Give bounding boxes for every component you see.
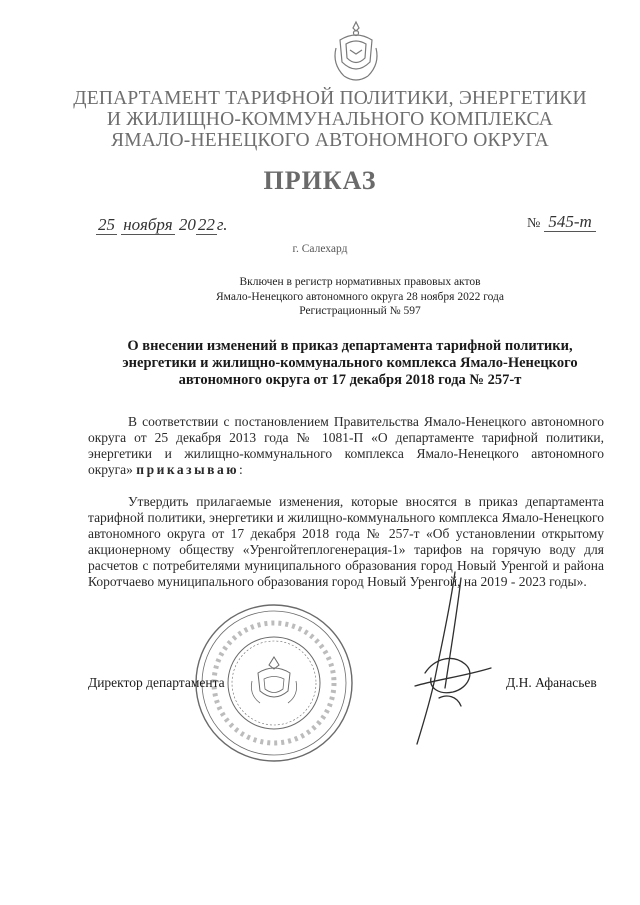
date-month: ноября — [123, 215, 173, 234]
header-line-1: ДЕПАРТАМЕНТ ТАРИФНОЙ ПОЛИТИКИ, ЭНЕРГЕТИКИ — [73, 88, 587, 109]
date-suffix: г. — [216, 215, 228, 234]
number-value: 545-т — [544, 212, 595, 232]
resolution-paragraph: Утвердить прилагаемые изменения, которые вносятся в приказ департамента тарифной политики, энергетики и жилищно-коммунального комплекса Ямало-Ненецкого автономного округа от 17 декабря 2018 года № 257-т «Об установлении открытому акционерному обществу «Уренгойтеплогенерация-1» тарифов на горячую воду для расчетов с потребителями муниципального образования город Новый Уренгой и района Коротчаево муниципального образования город Новый Уренгой, на 2019 - 2023 годы». — [88, 494, 604, 589]
subject-line-1: О внесении изменений в приказ департамента тарифной политики, — [127, 338, 573, 354]
order-number — [527, 212, 596, 232]
subject-line-3: автономного округа от 17 декабря 2018 года № 257-т — [178, 372, 522, 388]
city: г. Салехард — [292, 243, 348, 255]
signatory-position: Директор департамента — [88, 675, 225, 690]
order-keyword: приказываю — [136, 462, 240, 477]
header-line-3: ЯМАЛО-НЕНЕЦКОГО АВТОНОМНОГО ОКРУГА — [111, 130, 549, 151]
registry-line-1: Включен в регистр нормативных правовых актов — [239, 276, 481, 288]
date-year-suffix: 22 — [197, 215, 215, 234]
handwritten-signature-icon — [395, 568, 505, 748]
order-date — [96, 215, 228, 235]
registry-note — [150, 275, 570, 319]
preamble-paragraph — [88, 414, 604, 478]
date-year-prefix: 20 — [178, 215, 196, 234]
preamble-text: В соответствии с постановлением Правительства Ямало-Ненецкого автономного округа от 25 декабря 2013 года № 1081-П «О департаменте тарифной политики, энергетики и жилищно-коммунального комплекса Ямало-Ненецкого автономного округа» — [88, 414, 604, 477]
signatory-name: Д.Н. Афанасьев — [506, 675, 597, 690]
order-title: ПРИКАЗ — [263, 166, 377, 195]
coat-of-arms-icon — [330, 18, 382, 88]
date-day: 25 — [98, 215, 115, 234]
registry-line-3: Регистрационный № 597 — [299, 305, 421, 317]
preamble-colon: : — [239, 462, 243, 477]
header-line-2: И ЖИЛИЩНО-КОММУНАЛЬНОГО КОМПЛЕКСА — [106, 109, 554, 130]
number-sign: № — [527, 216, 541, 231]
subject-line-2: энергетики и жилищно-коммунального комплекса Ямало-Ненецкого — [122, 355, 578, 371]
order-subject — [100, 338, 600, 389]
department-header — [60, 88, 600, 151]
registry-line-2: Ямало-Ненецкого автономного округа 28 ноября 2022 года — [216, 290, 504, 303]
